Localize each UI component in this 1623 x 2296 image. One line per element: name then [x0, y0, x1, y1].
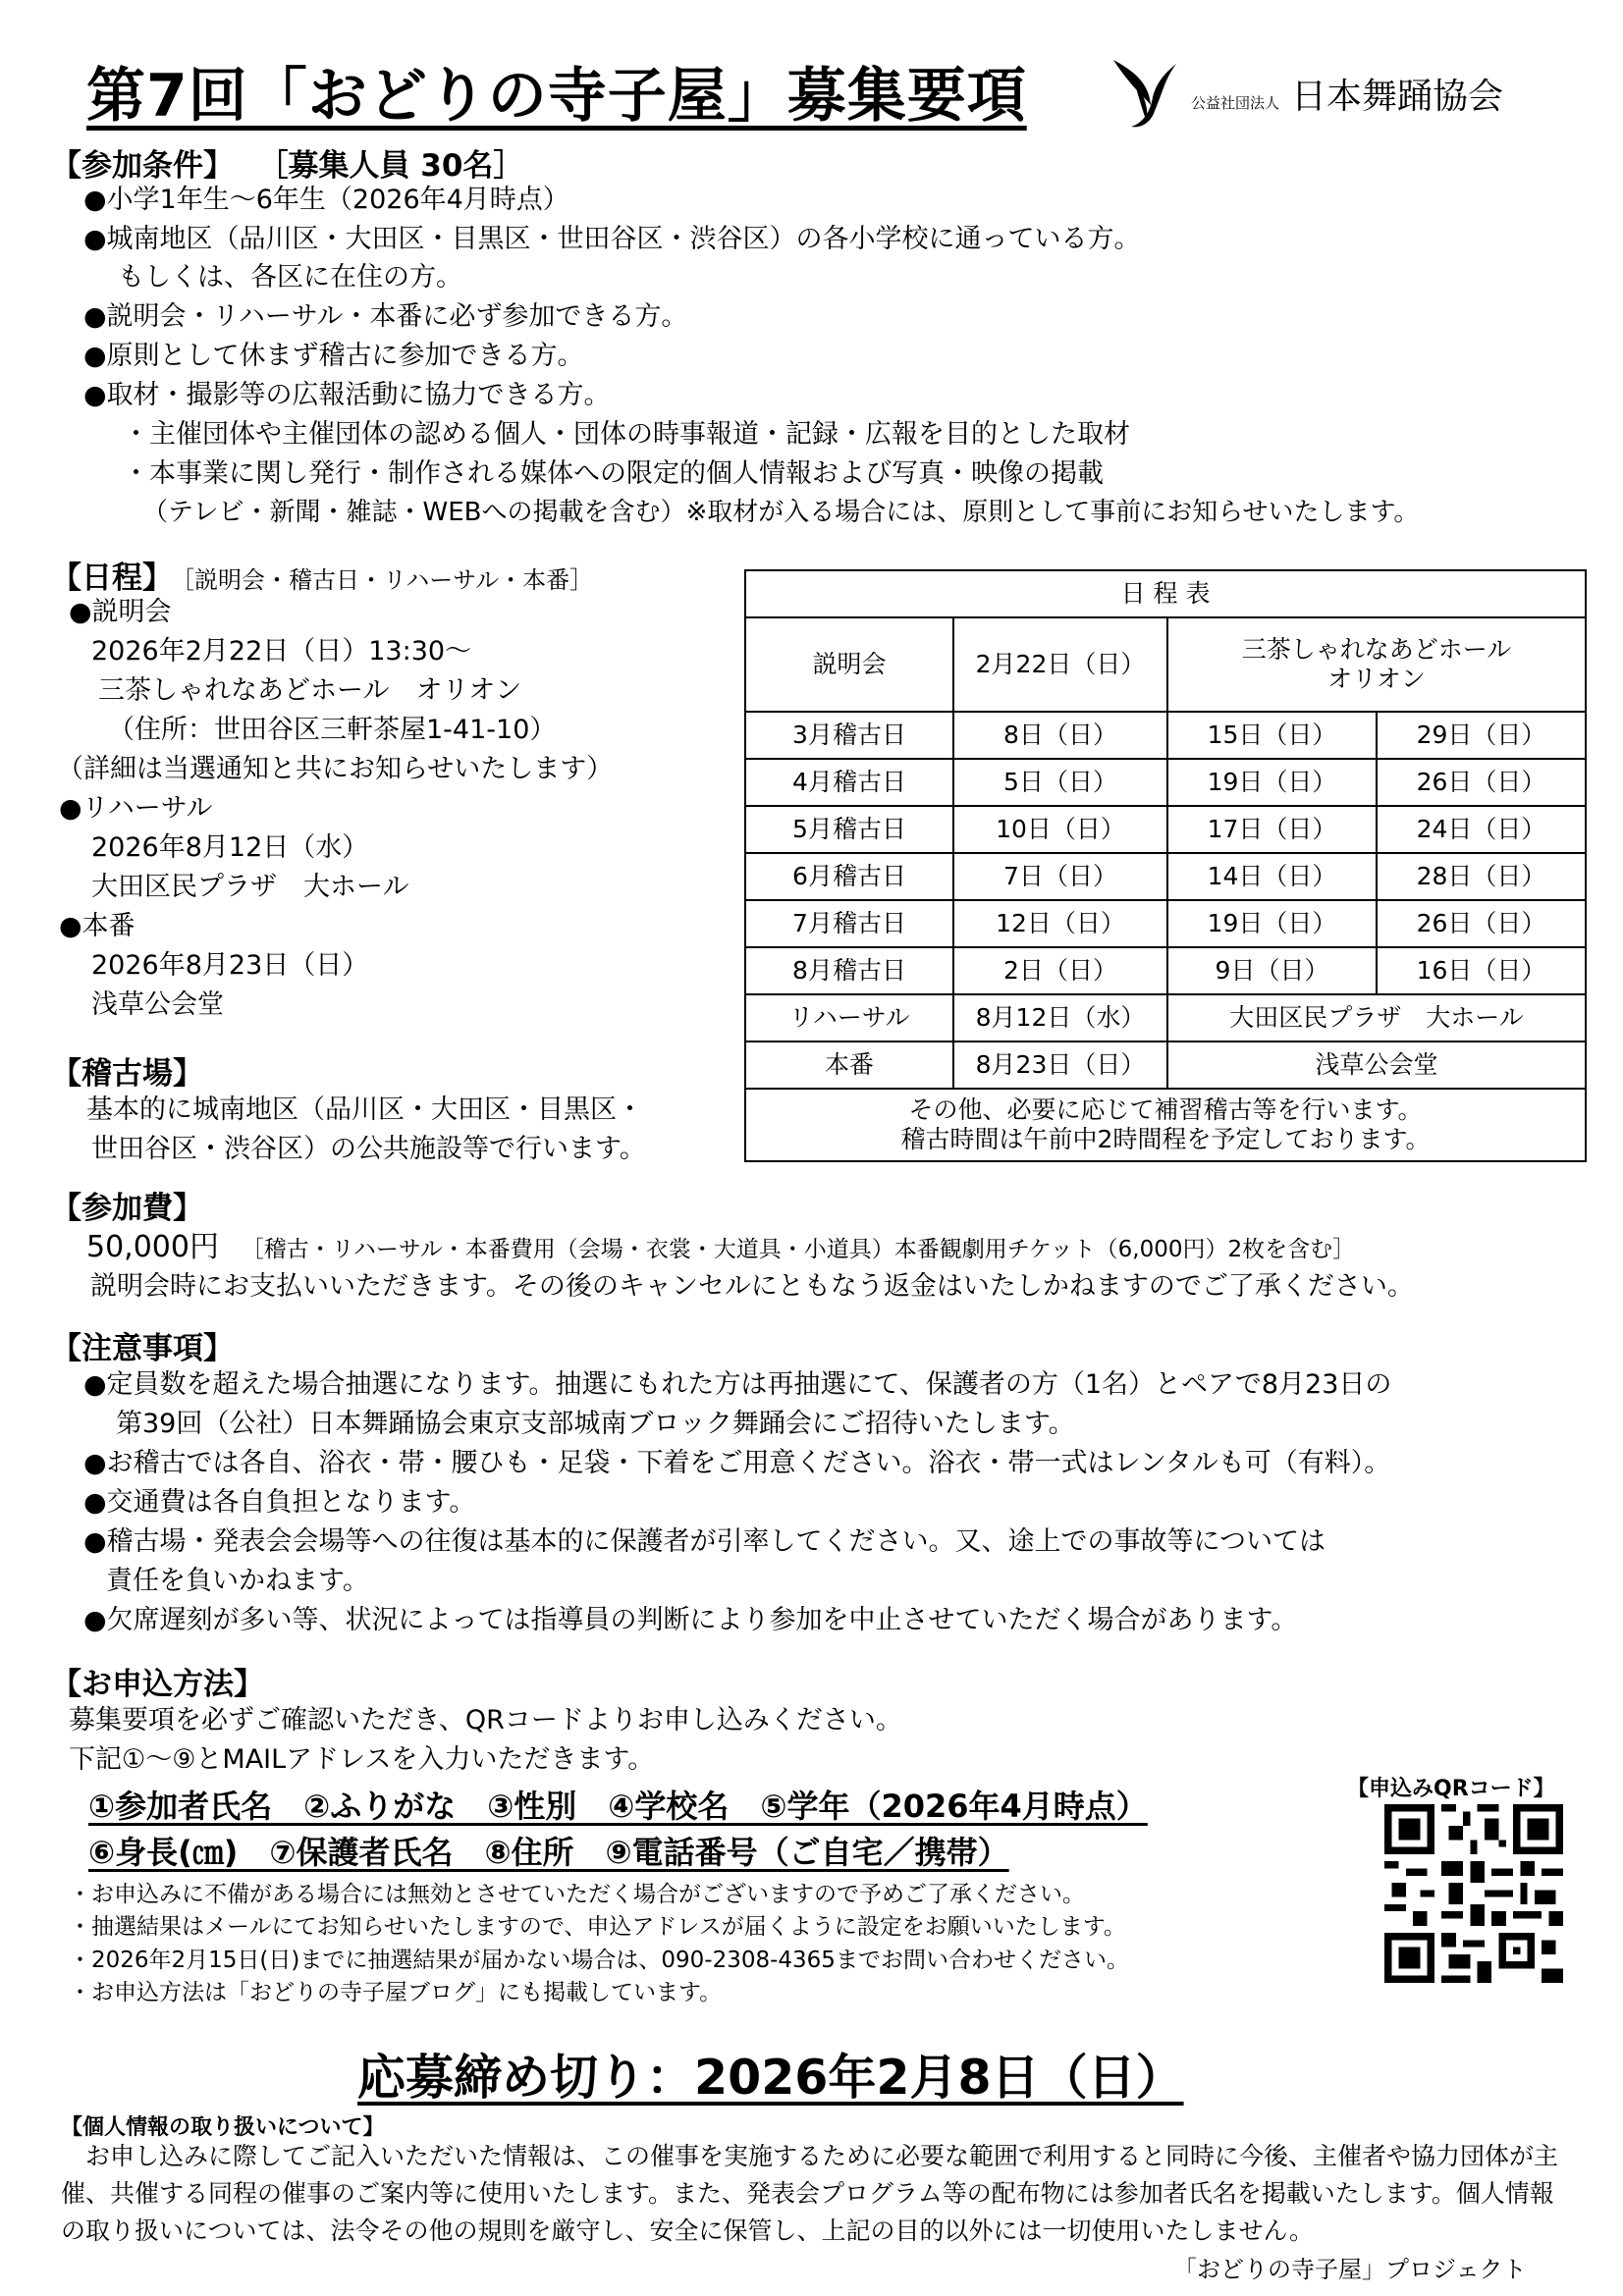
row-day: 19日（日）: [1167, 759, 1377, 806]
row-day: 16日（日）: [1377, 947, 1586, 994]
schedule-line: 2026年2月22日（日）13:30～: [91, 636, 472, 667]
notes-line: ●定員数を超えた場合抽選になります。抽選にもれた方は再抽選にて、保護者の方（1名）とペアで8月23日の: [83, 1369, 1392, 1400]
row-label: 5月稽古日: [745, 806, 953, 853]
apply-line: 下記①～⑨とMAILアドレスを入力いただきます。: [69, 1744, 655, 1775]
row-label: 6月稽古日: [745, 853, 953, 900]
schedule-line: ●リハーサル: [59, 793, 213, 824]
notes-line: 責任を負いかねます。: [106, 1566, 369, 1596]
table-row: [745, 712, 1586, 759]
row-date: 8月23日（日）: [953, 1041, 1167, 1089]
row-day: 15日（日）: [1167, 712, 1377, 759]
venue-line: 基本的に城南地区（品川区・大田区・目黒区・: [86, 1095, 643, 1125]
fee-note: 説明会時にお支払いいただきます。その後のキャンセルにともなう返金はいたしかねますのでご了承ください。: [90, 1271, 1414, 1302]
row-label: 4月稽古日: [745, 759, 953, 806]
row-day: 9日（日）: [1167, 947, 1377, 994]
apply-items: ⑥身長(㎝) ⑦保護者氏名 ⑧住所 ⑨電話番号（ご自宅／携帯）: [88, 1834, 1009, 1871]
qr-code-icon[interactable]: [1384, 1804, 1563, 1983]
condition-subline: ・主催団体や主催団体の認める個人・団体の時事報道・記録・広報を目的とした取材: [123, 419, 1130, 450]
qr-label: 【申込みQRコード】: [1347, 1777, 1555, 1801]
condition-line: ●小学1年生～6年生（2026年4月時点）: [83, 185, 569, 215]
row-day: 8日（日）: [953, 712, 1167, 759]
venue-heading: 【稽古場】: [51, 1056, 203, 1092]
row-day: 26日（日）: [1377, 759, 1586, 806]
apply-items: ①参加者氏名 ②ふりがな ③性別 ④学校名 ⑤学年（2026年4月時点）: [88, 1788, 1148, 1825]
deadline: 応募締め切り：2026年2月8日（日）: [357, 2050, 1184, 2106]
schedule-line: 三茶しゃれなあどホール オリオン: [98, 675, 522, 706]
privacy-text: お申し込みに際してご記入いただいた情報は、この催事を実施するために必要な範囲で利用すると同時に今後、主催者や協力団体が主催、共催する同程の催事のご案内等に使用いたします。また、発表会プログラム等の配布物には参加者氏名を掲載いたします。個人情報の取り扱いについては、法令その他の規則を厳守し、安全に保管し、上記の目的以外には一切使用いたしません。: [61, 2142, 1559, 2245]
apply-note: ・お申込みに不備がある場合には無効とさせていただく場合がございますので予めご了承ください。: [69, 1882, 1085, 1907]
row-day: 14日（日）: [1167, 853, 1377, 900]
row-label: 7月稽古日: [745, 900, 953, 947]
condition-subline: （テレビ・新聞・雑誌・WEBへの掲載を含む）※取材が入る場合には、原則として事前にお知らせいたします。: [142, 498, 1420, 527]
row-venue: 三茶しゃれなあどホール オリオン: [1167, 617, 1586, 712]
project-signature: 「おどりの寺子屋」プロジェクト: [1173, 2256, 1527, 2283]
row-label: 本番: [745, 1041, 953, 1089]
schedule-heading: 【日程】 ［説明会・稽古日・リハーサル・本番］: [51, 561, 594, 596]
schedule-line: ●説明会: [69, 597, 172, 627]
schedule-line: 大田区民プラザ 大ホール: [91, 872, 409, 902]
org-type: 公益社団法人: [1191, 93, 1280, 112]
table-row: [745, 806, 1586, 853]
schedule-table: [744, 569, 1587, 1162]
row-date: 2月22日（日）: [953, 617, 1167, 712]
schedule-line: 2026年8月23日（日）: [91, 950, 369, 981]
apply-note: ・抽選結果はメールにてお知らせいたしますので、申込アドレスが届くように設定をお願いいたします。: [69, 1914, 1126, 1940]
schedule-line: 2026年8月12日（水）: [91, 832, 369, 863]
organization-logo: [1105, 54, 1503, 133]
org-name: 日本舞踊協会: [1291, 76, 1504, 117]
row-day: 2日（日）: [953, 947, 1167, 994]
condition-line: ●取材・撮影等の広報活動に協力できる方。: [83, 380, 611, 410]
fee-amount: 50,000円: [86, 1230, 219, 1264]
apply-note: ・2026年2月15日(日)までに抽選結果が届かない場合は、090-2308-4365までお問い合わせください。: [69, 1948, 1129, 1973]
venue-line: 世田谷区・渋谷区）の公共施設等で行います。: [91, 1134, 646, 1164]
fee-line: [86, 1230, 1355, 1265]
table-note: その他、必要に応じて補習稽古等を行います。 稽古時間は午前中2時間程を予定しております。: [745, 1089, 1586, 1161]
notes-line: ●交通費は各自負担となります。: [83, 1487, 476, 1518]
row-day: 5日（日）: [953, 759, 1167, 806]
row-day: 10日（日）: [953, 806, 1167, 853]
table-row: [745, 1041, 1586, 1089]
table-note-row: [745, 1089, 1586, 1161]
schedule-line: 浅草公会堂: [91, 989, 224, 1020]
fee-heading: 【参加費】: [51, 1191, 203, 1226]
row-day: 26日（日）: [1377, 900, 1586, 947]
condition-line: ●城南地区（品川区・大田区・目黒区・世田谷区・渋谷区）の各小学校に通っている方。: [83, 224, 1141, 254]
notes-heading: 【注意事項】: [51, 1331, 234, 1366]
row-venue: 浅草公会堂: [1167, 1041, 1586, 1089]
condition-line: ●原則として休まず稽古に参加できる方。: [83, 341, 584, 371]
table-row: [745, 900, 1586, 947]
condition-line: ●説明会・リハーサル・本番に必ず参加できる方。: [83, 301, 688, 332]
row-day: 24日（日）: [1377, 806, 1586, 853]
dancer-logo-icon: [1105, 54, 1185, 133]
notes-line: 第39回（公社）日本舞踊協会東京支部城南ブロック舞踊会にご招待いたします。: [116, 1409, 1075, 1439]
condition-line: もしくは、各区に在住の方。: [118, 262, 462, 293]
schedule-sub: ［説明会・稽古日・リハーサル・本番］: [183, 566, 594, 594]
row-label: 3月稽古日: [745, 712, 953, 759]
row-day: 19日（日）: [1167, 900, 1377, 947]
schedule-line: ●本番: [59, 911, 135, 941]
notes-line: ●お稽古では各自、浴衣・帯・腰ひも・足袋・下着をご用意ください。浴衣・帯一式はレンタルも可（有料）。: [83, 1448, 1391, 1478]
row-date: 8月12日（水）: [953, 994, 1167, 1041]
row-label: 8月稽古日: [745, 947, 953, 994]
notes-line: ●欠席遅刻が多い等、状況によっては指導員の判断により参加を中止させていただく場合があります。: [83, 1605, 1298, 1635]
row-day: 29日（日）: [1377, 712, 1586, 759]
table-row: [745, 617, 1586, 712]
row-label: 説明会: [745, 617, 953, 712]
apply-heading: 【お申込方法】: [51, 1667, 264, 1702]
notes-line: ●稽古場・発表会会場等への往復は基本的に保護者が引率してください。又、途上での事故等については: [83, 1526, 1326, 1557]
table-row: [745, 759, 1586, 806]
condition-subline: ・本事業に関し発行・制作される媒体への限定的個人情報および写真・映像の掲載: [123, 458, 1104, 489]
row-day: 7日（日）: [953, 853, 1167, 900]
schedule-line: （詳細は当選通知と共にお知らせいたします）: [57, 754, 614, 784]
recruit-count: ［募集人員 30名］: [273, 148, 524, 184]
apply-note: ・お申込方法は「おどりの寺子屋ブログ」にも掲載しています。: [69, 1980, 723, 2005]
row-venue: 大田区民プラザ 大ホール: [1167, 994, 1586, 1041]
privacy-heading: 【個人情報の取り扱いについて】: [61, 2115, 385, 2140]
table-title: 日 程 表: [745, 570, 1586, 617]
table-row: [745, 853, 1586, 900]
row-day: 12日（日）: [953, 900, 1167, 947]
table-row: [745, 947, 1586, 994]
row-day: 17日（日）: [1167, 806, 1377, 853]
row-label: リハーサル: [745, 994, 953, 1041]
fee-detail: ［稽古・リハーサル・本番費用（会場・衣裳・大道具・小道具）本番観劇用チケット（6,000円）2枚を含む］: [241, 1237, 1356, 1262]
apply-line: 募集要項を必ずご確認いただき、QRコードよりお申し込みください。: [69, 1705, 902, 1735]
table-row: [745, 994, 1586, 1041]
conditions-heading: 【参加条件】 ［募集人員 30名］: [51, 148, 524, 184]
row-day: 28日（日）: [1377, 853, 1586, 900]
schedule-line: （住所：世田谷区三軒茶屋1-41-10）: [108, 715, 557, 745]
page-title: 第7回「おどりの寺子屋」募集要項: [86, 62, 1027, 131]
